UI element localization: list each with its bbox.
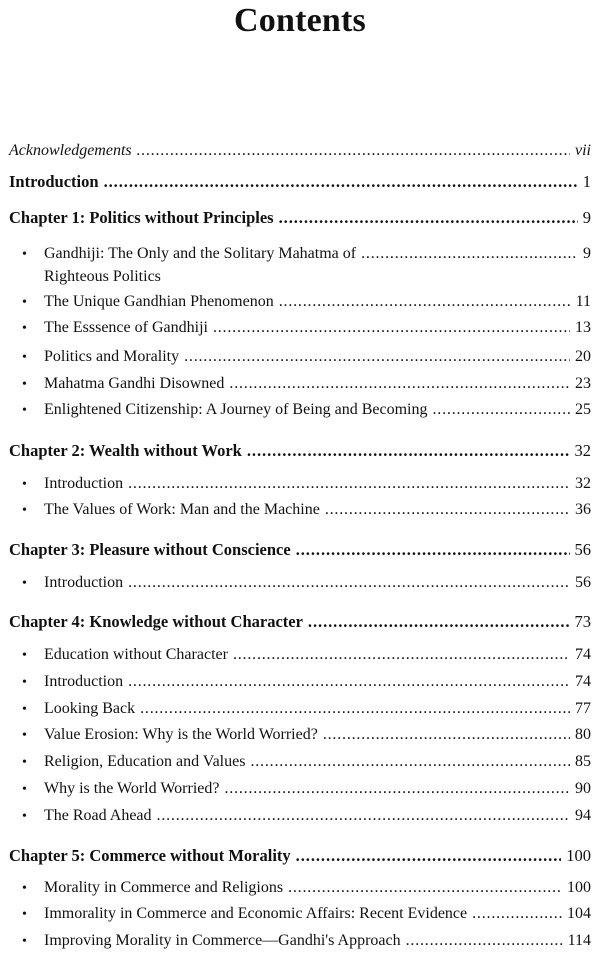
toc-item[interactable] [22,400,591,421]
toc-label: Acknowledgements [9,142,132,159]
toc-item-label: Gandhiji: The Only and the Solitary Mahatma of [44,245,357,262]
toc-item[interactable] [22,878,591,899]
dot-leader [406,931,563,951]
dot-leader [279,208,578,228]
page-title: Contents [234,2,366,39]
dot-leader [325,500,570,520]
bullet-icon: • [22,503,27,518]
toc-item-label: Morality in Commerce and Religions [44,879,284,896]
toc-item[interactable] [22,500,591,521]
bullet-icon: • [22,881,27,896]
toc-page-number: 56 [574,540,591,559]
toc-item[interactable] [22,904,591,925]
dot-leader [323,725,570,745]
toc-page-number: 32 [574,441,591,460]
toc-page-number: 13 [575,319,591,336]
toc-page-number: 74 [575,646,591,663]
toc-page-number: 56 [575,574,591,591]
toc-page-number: 90 [575,780,591,797]
toc-page-number: 80 [575,726,591,743]
toc-chapter-1[interactable] [9,208,591,228]
toc-page-number: 85 [575,753,591,770]
toc-page-number: 32 [575,475,591,492]
bullet-icon: • [22,477,27,492]
dot-leader [104,172,578,192]
dot-leader [433,400,571,420]
dot-leader [296,846,562,866]
toc-item-label: Introduction [44,475,124,492]
bullet-icon: • [22,321,27,336]
bullet-icon: • [22,295,27,310]
dot-leader [229,374,570,394]
toc-chapter-4[interactable] [9,612,591,632]
toc-item-label-line2: Righteous Politics [44,267,161,285]
toc-item[interactable] [22,752,591,773]
toc-item-label: Introduction [44,574,124,591]
toc-page-number: 114 [567,932,591,949]
dot-leader [288,878,562,898]
toc-page-number: 11 [575,293,591,310]
bullet-icon: • [22,907,27,922]
bullet-icon: • [22,350,27,365]
toc-entry-acknowledgements[interactable] [9,141,591,161]
dot-leader [279,292,571,312]
dot-leader [128,573,570,593]
dot-leader [213,318,570,338]
bullet-icon: • [22,728,27,743]
dot-leader [361,244,578,264]
bullet-icon: • [22,782,27,797]
toc-item-label: Looking Back [44,700,136,717]
toc-chapter-label: Chapter 4: Knowledge without Character [9,612,303,631]
dot-leader [250,752,570,772]
dot-leader [140,699,570,719]
bullet-icon: • [22,702,27,717]
bullet-icon: • [22,809,27,824]
bullet-icon: • [22,403,27,418]
toc-item-label: The Road Ahead [44,807,152,824]
bullet-icon: • [22,377,27,392]
toc-page-number: 36 [575,501,591,518]
bullet-icon: • [22,247,27,262]
dot-leader [308,612,570,632]
bullet-icon: • [22,755,27,770]
toc-label: Introduction [9,172,99,191]
toc-item[interactable] [22,645,591,666]
toc-item[interactable] [22,931,591,952]
toc-item-label: Politics and Morality [44,348,180,365]
toc-page-number: 100 [567,879,591,896]
dot-leader [233,645,570,665]
toc-page-number: 25 [575,401,591,418]
bullet-icon: • [22,576,27,591]
toc-page-number: 77 [575,700,591,717]
dot-leader [247,441,570,461]
toc-item[interactable] [22,347,591,368]
bullet-icon: • [22,648,27,663]
toc-chapter-label: Chapter 1: Politics without Principles [9,208,274,227]
toc-item-label: Value Erosion: Why is the World Worried? [44,726,318,743]
toc-item-label: Improving Morality in Commerce—Gandhi's Approach [44,932,401,949]
toc-item[interactable] [22,725,591,746]
toc-item[interactable] [22,806,591,827]
dot-leader [157,806,570,826]
dot-leader [128,672,570,692]
toc-item-label: Enlightened Citizenship: A Journey of Being and Becoming [44,401,428,418]
toc-page-number: 100 [566,846,591,865]
toc-item-label: The Unique Gandhian Phenomenon [44,293,274,310]
toc-page-number: 1 [582,172,591,191]
toc-item-label: The Values of Work: Man and the Machine [44,501,320,518]
toc-item[interactable] [22,573,591,594]
dot-leader [137,141,570,161]
toc-item[interactable] [22,318,591,339]
toc-page-number: 20 [575,348,591,365]
toc-item-label: Why is the World Worried? [44,780,220,797]
toc-page-number: 74 [575,673,591,690]
toc-item[interactable] [22,672,591,693]
toc-chapter-label: Chapter 5: Commerce without Morality [9,846,291,865]
toc-page-number: 9 [583,245,591,262]
toc-page-number: 73 [574,612,591,631]
toc-item[interactable] [22,474,591,495]
toc-item-label: Immorality in Commerce and Economic Affairs: Recent Evidence [44,905,468,922]
toc-page-number: 9 [582,208,591,227]
toc-item[interactable] [22,244,591,288]
toc-item-label: Education without Character [44,646,228,663]
dot-leader [184,347,570,367]
toc-chapter-label: Chapter 2: Wealth without Work [9,441,242,460]
toc-page-number: 23 [575,375,591,392]
toc-item-label: The Esssence of Gandhiji [44,319,208,336]
toc-item[interactable] [22,292,591,313]
toc-page-number: vii [575,142,591,159]
toc-item-label: Introduction [44,673,124,690]
toc-item[interactable] [22,374,591,395]
toc-chapter-3[interactable] [9,540,591,560]
toc-chapter-2[interactable] [9,441,591,461]
toc-item-label: Mahatma Gandhi Disowned [44,375,225,392]
dot-leader [128,474,570,494]
toc-page-number: 94 [575,807,591,824]
toc-item[interactable] [22,699,591,720]
dot-leader [296,540,570,560]
toc-chapter-5[interactable] [9,846,591,866]
dot-leader [224,779,570,799]
dot-leader [472,904,562,924]
bullet-icon: • [22,675,27,690]
toc-item[interactable] [22,779,591,800]
toc-chapter-label: Chapter 3: Pleasure without Conscience [9,540,291,559]
toc-entry-introduction[interactable] [9,172,591,192]
toc-item-label: Religion, Education and Values [44,753,246,770]
toc-page-number: 104 [567,905,591,922]
bullet-icon: • [22,934,27,949]
